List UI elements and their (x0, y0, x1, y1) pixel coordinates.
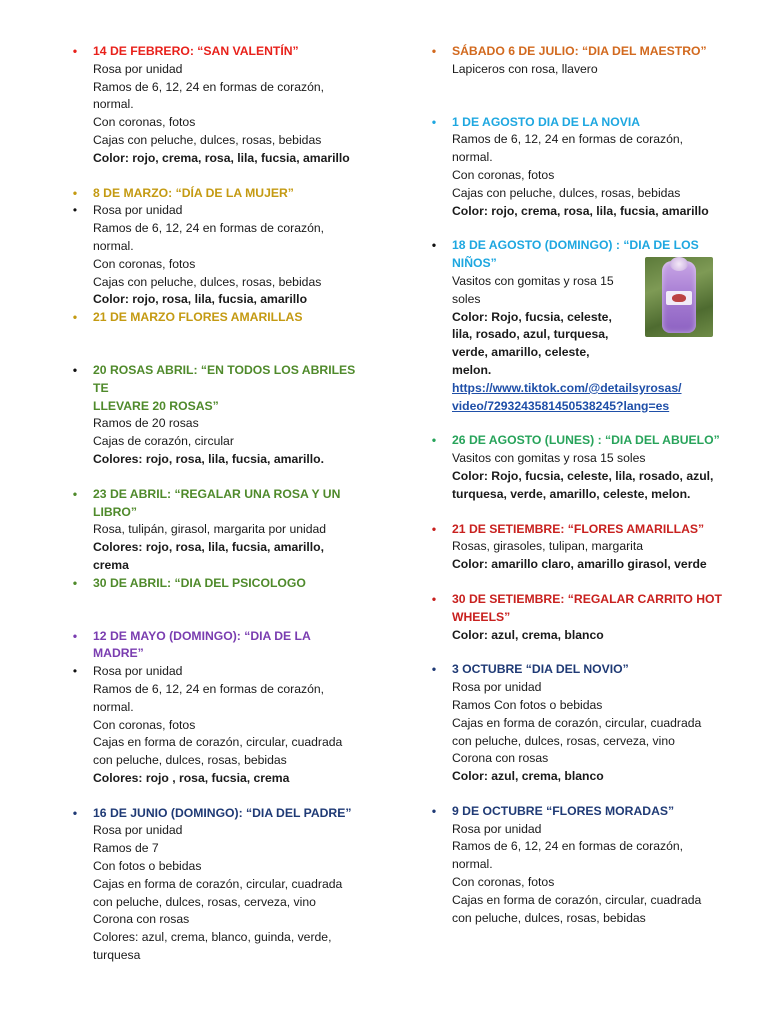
bullet-icon: • (431, 803, 437, 818)
detail-line (67, 202, 367, 220)
section-dia-maestro (426, 43, 726, 79)
detail-text: Con coronas, fotos (452, 875, 555, 890)
section-title-text: 23 DE ABRIL: “REGALAR UNA ROSA Y UN (93, 486, 341, 501)
section-dia-madre (67, 628, 367, 788)
detail-text: Color: Rojo, fucsia, celeste, (452, 309, 612, 324)
detail-line (67, 256, 367, 274)
section-flores-moradas (426, 803, 726, 928)
detail-text: Con coronas, fotos (93, 717, 196, 732)
detail-text: Corona con rosas (452, 751, 549, 766)
detail-text: Cajas con peluche, dulces, rosas, bebidas (93, 274, 322, 289)
detail-line (67, 220, 367, 238)
bullet-icon: • (72, 486, 78, 501)
detail-text: Rosa por unidad (93, 664, 183, 679)
detail-text: Cajas en forma de corazón, circular, cuadrada (93, 735, 343, 750)
section-title-text: 21 DE MARZO FLORES AMARILLAS (93, 310, 303, 325)
section-title-cont: NIÑOS” (452, 256, 497, 271)
detail-text: verde, amarillo, celeste, (452, 345, 590, 360)
detail-line (67, 947, 367, 965)
detail-line (426, 768, 726, 786)
detail-line (67, 79, 367, 97)
detail-text: melon. (452, 362, 492, 377)
section-title (67, 185, 367, 203)
section-title (426, 591, 726, 609)
bullet-icon: • (431, 591, 437, 606)
section-title-cont: LIBRO” (93, 504, 138, 519)
detail-text: Ramos de 7 (93, 841, 159, 856)
detail-text: Cajas de corazón, circular (93, 434, 234, 449)
detail-text: Ramos de 20 rosas (93, 416, 199, 431)
detail-line (426, 874, 726, 892)
section-title (67, 309, 367, 327)
bullet-icon: • (72, 362, 78, 377)
detail-text: Cajas con peluche, dulces, rosas, bebidas (93, 132, 322, 147)
detail-line (426, 821, 726, 839)
detail-text: Con coronas, fotos (93, 256, 196, 271)
detail-line (67, 681, 367, 699)
detail-line (426, 149, 726, 167)
detail-text: Ramos de 6, 12, 24 en formas de corazón, (93, 681, 325, 696)
detail-text: Color: Rojo, fucsia, celeste, lila, rosado, azul, (452, 468, 714, 483)
detail-line (67, 840, 367, 858)
bullet-icon: • (72, 310, 78, 325)
detail-text: Rosa por unidad (93, 61, 183, 76)
detail-text: normal. (93, 97, 134, 112)
section-title-text: 14 DE FEBRERO: “SAN VALENTÍN” (93, 44, 299, 58)
detail-text: Cajas en forma de corazón, circular, cuadrada (452, 715, 702, 730)
detail-line (426, 856, 726, 874)
detail-line (67, 876, 367, 894)
detail-text: Lapiceros con rosa, llavero (452, 61, 598, 76)
detail-line (426, 486, 726, 504)
section-dia-novio (426, 661, 726, 786)
section-title-text: 8 DE MARZO: “DÍA DE LA MUJER” (93, 185, 294, 200)
detail-line (426, 892, 726, 910)
section-title-text: 3 OCTUBRE “DIA DEL NOVIO” (452, 662, 629, 677)
bullet-icon: • (72, 203, 78, 218)
detail-line (67, 114, 367, 132)
tiktok-link-line (426, 398, 726, 416)
left-column (67, 43, 367, 965)
section-title-text: 16 DE JUNIO (DOMINGO): “DIA DEL PADRE” (93, 805, 352, 820)
detail-line (67, 717, 367, 735)
detail-line (67, 132, 367, 150)
detail-line (67, 433, 367, 451)
section-title (67, 43, 367, 61)
section-title-text: 20 ROSAS ABRIL: “EN TODOS LOS ABRILES TE (93, 362, 356, 395)
detail-text: Colores: rojo, rosa, lila, fucsia, amarillo. (93, 451, 324, 466)
section-title (426, 43, 726, 61)
section-title (67, 362, 367, 398)
detail-line (426, 627, 726, 645)
bullet-icon: • (72, 805, 78, 820)
section-dia-ninos (426, 237, 726, 415)
section-title (67, 628, 367, 646)
detail-text: crema (93, 557, 129, 572)
detail-line (67, 770, 367, 788)
detail-text: Vasitos con gomitas y rosa 15 (452, 273, 614, 288)
detail-text: normal. (452, 150, 493, 165)
section-title-text: SÁBADO 6 DE JULIO: “DIA DEL MAESTRO” (452, 44, 707, 58)
detail-line (67, 734, 367, 752)
right-column (426, 43, 726, 927)
bullet-icon: • (431, 238, 437, 253)
detail-line (67, 150, 367, 168)
detail-line (67, 663, 367, 681)
detail-line (426, 733, 726, 751)
section-title (426, 521, 726, 539)
section-title-text: 30 DE ABRIL: “DIA DEL PSICOLOGO (93, 575, 306, 590)
section-rosa-libro (67, 486, 367, 575)
detail-line (426, 344, 726, 362)
detail-line (67, 557, 367, 575)
detail-text: normal. (93, 699, 134, 714)
detail-text: con peluche, dulces, rosas, cerveza, vino (452, 733, 675, 748)
tiktok-link[interactable]: https://www.tiktok.com/@detailsyrosas/ (452, 380, 682, 395)
detail-text: Colores: rojo , rosa, fucsia, crema (93, 770, 290, 785)
detail-line (426, 838, 726, 856)
detail-line (426, 679, 726, 697)
bullet-icon: • (431, 44, 437, 58)
detail-line (426, 750, 726, 768)
section-title-text: 21 DE SETIEMBRE: “FLORES AMARILLAS” (452, 521, 705, 536)
detail-text: Colores: rojo, rosa, lila, fucsia, amarillo, (93, 540, 324, 555)
detail-line (426, 715, 726, 733)
bullet-icon: • (431, 433, 437, 448)
bullet-icon: • (72, 185, 78, 200)
detail-line (426, 203, 726, 221)
detail-text: lila, rosado, azul, turquesa, (452, 327, 609, 342)
section-flores-amarillas-marzo (67, 309, 367, 327)
detail-text: Rosa por unidad (452, 680, 542, 695)
detail-text: normal. (93, 238, 134, 253)
detail-text: con peluche, dulces, rosas, bebidas (452, 910, 646, 925)
detail-line (67, 291, 367, 309)
detail-text: Rosa por unidad (93, 823, 183, 838)
detail-text: normal. (452, 857, 493, 872)
detail-line (426, 450, 726, 468)
bullet-icon: • (72, 628, 78, 643)
detail-line (426, 61, 726, 79)
detail-text: Color: rojo, crema, rosa, lila, fucsia, amarillo (93, 150, 350, 165)
heart-label (666, 291, 692, 305)
detail-text: turquesa, verde, amarillo, celeste, melon. (452, 486, 691, 501)
detail-line (426, 362, 726, 380)
detail-line (67, 238, 367, 256)
detail-text: Ramos de 6, 12, 24 en formas de corazón, (452, 839, 684, 854)
detail-text: con peluche, dulces, rosas, cerveza, vino (93, 894, 316, 909)
section-title (426, 661, 726, 679)
detail-line (67, 415, 367, 433)
detail-text: Color: rojo, crema, rosa, lila, fucsia, amarillo (452, 203, 709, 218)
detail-text: Corona con rosas (93, 912, 190, 927)
section-title-text: 1 DE AGOSTO DIA DE LA NOVIA (452, 114, 641, 129)
detail-line (426, 538, 726, 556)
section-psicologo (67, 575, 367, 593)
section-san-valentin (67, 43, 367, 168)
detail-line (426, 185, 726, 203)
detail-line (67, 96, 367, 114)
detail-line (67, 822, 367, 840)
detail-line (67, 61, 367, 79)
detail-text: Cajas con peluche, dulces, rosas, bebidas (452, 185, 681, 200)
detail-text: Con fotos o bebidas (93, 859, 202, 874)
section-dia-abuelo (426, 432, 726, 503)
detail-text: Rosa, tulipán, girasol, margarita por unidad (93, 522, 327, 537)
detail-line (426, 697, 726, 715)
section-title-cont: WHEELS” (452, 609, 511, 624)
detail-text: Colores: azul, crema, blanco, guinda, verde, (93, 930, 332, 945)
detail-text: Cajas en forma de corazón, circular, cuadrada (93, 876, 343, 891)
detail-line (67, 911, 367, 929)
detail-text: Color: azul, crema, blanco (452, 769, 604, 784)
detail-line (67, 451, 367, 469)
detail-text: Ramos de 6, 12, 24 en formas de corazón, (93, 79, 325, 94)
detail-line (67, 539, 367, 557)
detail-text: Rosa por unidad (452, 821, 542, 836)
bullet-icon: • (431, 662, 437, 677)
detail-text: soles (452, 291, 481, 306)
detail-line (426, 468, 726, 486)
tiktok-link[interactable]: video/7293243581450538245?lang=es (452, 398, 670, 413)
detail-text: turquesa (93, 948, 141, 963)
detail-text: Rosas, girasoles, tulipan, margarita (452, 539, 644, 554)
section-title (426, 114, 726, 132)
section-title-text: 26 DE AGOSTO (LUNES) : “DIA DEL ABUELO” (452, 433, 720, 448)
tiktok-link-line (426, 380, 726, 398)
detail-line (67, 929, 367, 947)
bullet-icon: • (72, 575, 78, 590)
detail-text: Ramos Con fotos o bebidas (452, 697, 603, 712)
section-dia-padre (67, 805, 367, 965)
detail-line (67, 752, 367, 770)
detail-text: Vasitos con gomitas y rosa 15 soles (452, 451, 646, 466)
section-title (67, 575, 367, 593)
detail-line (426, 167, 726, 185)
detail-text: Color: rojo, rosa, lila, fucsia, amarillo (93, 292, 308, 307)
detail-text: Ramos de 6, 12, 24 en formas de corazón, (452, 132, 684, 147)
detail-text: Con coronas, fotos (452, 167, 555, 182)
detail-line (67, 699, 367, 717)
detail-line (67, 274, 367, 292)
detail-text: Con coronas, fotos (93, 115, 196, 130)
section-20-rosas (67, 362, 367, 469)
section-title-text: 12 DE MAYO (DOMINGO): “DIA DE LA (93, 628, 311, 643)
detail-text: Color: amarillo claro, amarillo girasol, verde (452, 557, 707, 572)
detail-text: Color: azul, crema, blanco (452, 627, 604, 642)
section-title-cont: LLEVARE 20 ROSAS” (93, 398, 219, 413)
detail-line (426, 131, 726, 149)
section-title (426, 432, 726, 450)
detail-text: Ramos de 6, 12, 24 en formas de corazón, (93, 221, 325, 236)
section-flores-amarillas-setiembre (426, 521, 726, 574)
detail-line (426, 556, 726, 574)
detail-text: con peluche, dulces, rosas, bebidas (93, 753, 287, 768)
bullet-icon: • (72, 664, 78, 679)
section-title-text: 9 DE OCTUBRE “FLORES MORADAS” (452, 803, 675, 818)
section-title (426, 237, 726, 255)
detail-line (67, 521, 367, 539)
section-title-text: 30 DE SETIEMBRE: “REGALAR CARRITO HOT (452, 591, 722, 606)
section-title (67, 805, 367, 823)
section-title (426, 803, 726, 821)
detail-text: Cajas en forma de corazón, circular, cuadrada (452, 892, 702, 907)
detail-line (67, 894, 367, 912)
detail-line (426, 910, 726, 928)
section-title (67, 486, 367, 504)
detail-line (67, 858, 367, 876)
bullet-icon: • (72, 44, 78, 58)
section-title-cont: MADRE” (93, 646, 144, 661)
section-dia-novia (426, 114, 726, 221)
section-title-text: 18 DE AGOSTO (DOMINGO) : “DIA DE LOS (452, 238, 699, 253)
section-dia-mujer (67, 185, 367, 310)
detail-text: Rosa por unidad (93, 203, 183, 218)
bullet-icon: • (431, 114, 437, 129)
bullet-icon: • (431, 521, 437, 536)
gummy-jar-photo (645, 257, 713, 337)
section-hot-wheels (426, 591, 726, 644)
